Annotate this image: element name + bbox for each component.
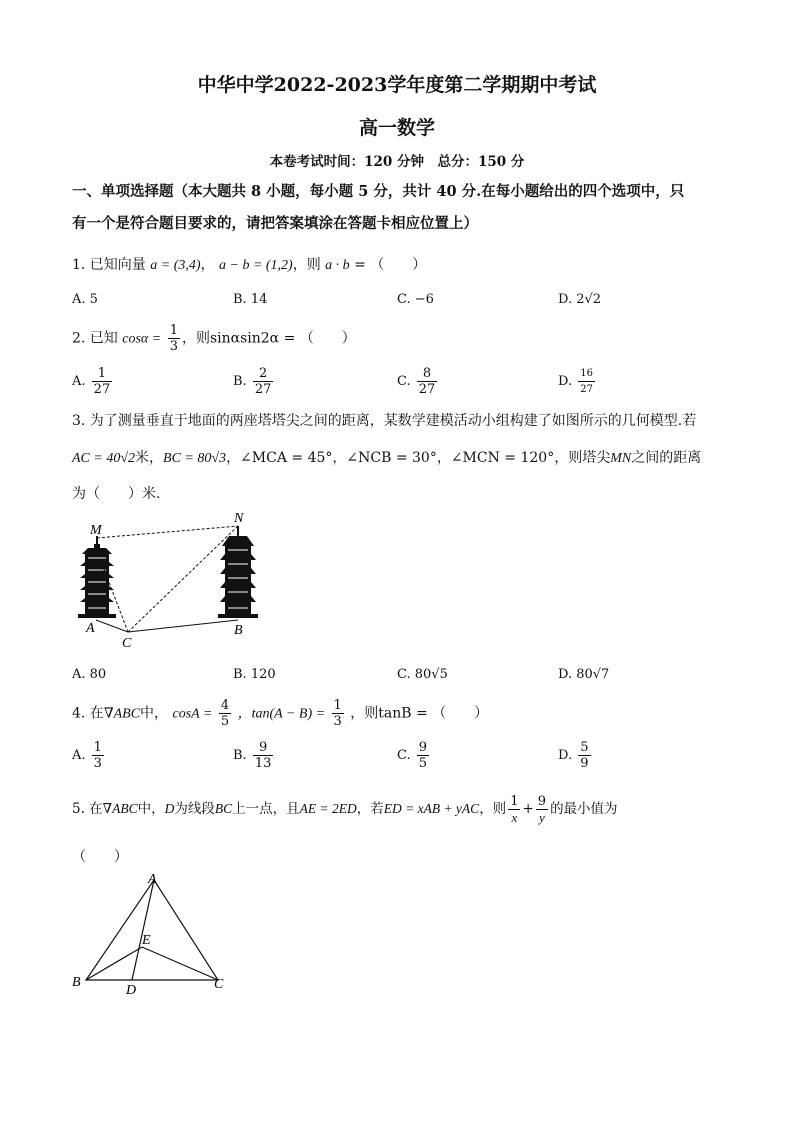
q2-fraction: $\frac{1}{3}$ <box>169 323 178 354</box>
label-b: B <box>234 623 243 638</box>
section-heading-line1: 一、单项选择题（本大题共 8 小题，每小题 5 分，共计 40 分.在每小题给出的四个选项中，只 <box>72 183 685 200</box>
question-2-stem: 2. 已知 cosα = $\frac{1}{3}$ ，则sinαsin2α = （ ） <box>72 323 356 354</box>
tri-label-b: B <box>72 975 81 990</box>
label-a: A <box>86 621 95 636</box>
question-1-stem: 1. 已知向量 a = (3,4)， a − b = (1,2)，则 a · b = （ ） <box>72 257 427 273</box>
tri-label-e: E <box>142 933 151 948</box>
q1-option-b[interactable]: B. 14 <box>233 292 268 307</box>
triangle-diagram <box>68 868 238 998</box>
left-pagoda <box>78 536 116 618</box>
q4-option-a[interactable]: A. $\frac{1}{3}$ <box>72 740 102 771</box>
question-3-line3: 为（ ）米. <box>72 486 161 502</box>
tri-label-a: A <box>148 872 157 887</box>
pagoda-diagram <box>72 508 272 653</box>
exam-title: 中华中学2022-2023学年度第二学期期中考试 <box>197 74 597 96</box>
exam-subject: 高一数学 <box>358 117 435 139</box>
q3-option-c[interactable]: C. 80√5 <box>397 667 448 682</box>
tri-label-d: D <box>126 983 137 998</box>
q1-option-a[interactable]: A. 5 <box>72 292 98 307</box>
q1-option-d[interactable]: D. 2√2 <box>558 292 602 307</box>
q4-option-d[interactable]: D. $\frac{5}{9}$ <box>558 740 589 771</box>
section-heading <box>72 176 732 240</box>
q2-option-d[interactable]: D. $\frac{16}{27}$ <box>558 368 593 395</box>
q4-option-b[interactable]: B. $\frac{9}{13}$ <box>233 740 272 771</box>
q2-option-b[interactable]: B. $\frac{2}{27}$ <box>233 366 272 397</box>
question-5-line2: （ ） <box>72 849 128 865</box>
question-4-stem: 4. 在∇ABC中， cosA = $\frac{4}{5}$ ，tan(A − B) = $\frac{1}{3}$ ，则tanB = （ ） <box>72 698 489 729</box>
question-3-line2: AC = 40√2米，BC = 80√3，∠MCA = 45°，∠NCB = 30°，∠MCN = 120°，则塔尖MN之间的距离 <box>72 450 702 466</box>
q2-option-c[interactable]: C. $\frac{8}{27}$ <box>397 366 436 397</box>
q1-option-c[interactable]: C. −6 <box>397 292 434 307</box>
q1-vector-a: a = (3,4) <box>150 258 201 273</box>
label-c: C <box>122 636 132 651</box>
label-m: M <box>90 523 102 538</box>
q1-vector-diff: a − b = (1,2) <box>219 258 293 273</box>
q4-option-c[interactable]: C. $\frac{9}{5}$ <box>397 740 428 771</box>
q3-option-a[interactable]: A. 80 <box>72 667 107 682</box>
q3-option-d[interactable]: D. 80√7 <box>558 667 610 682</box>
label-n: N <box>234 511 244 526</box>
q2-option-a[interactable]: A. $\frac{1}{27}$ <box>72 366 111 397</box>
question-3-line1: 3. 为了测量垂直于地面的两座塔塔尖之间的距离，某数学建模活动小组构建了如图所示的几何模型.若 <box>72 413 697 429</box>
tri-label-c: C <box>214 977 224 992</box>
exam-info: 本卷考试时间：120 分钟 总分：150 分 <box>269 154 525 170</box>
q1-dot-product: a · b <box>325 258 350 273</box>
q3-option-b[interactable]: B. 120 <box>233 667 276 682</box>
question-5-stem: 5. 在∇ABC中，D为线段BC上一点，且AE = 2ED，若ED = xAB + yAC，则 $\frac{1}{x}$ + $\frac{9}{y}$ 的最小值为 <box>72 794 618 825</box>
right-pagoda <box>218 526 258 618</box>
section-heading-line2: 有一个是符合题目要求的，请把答案填涂在答题卡相应位置上） <box>72 215 478 232</box>
